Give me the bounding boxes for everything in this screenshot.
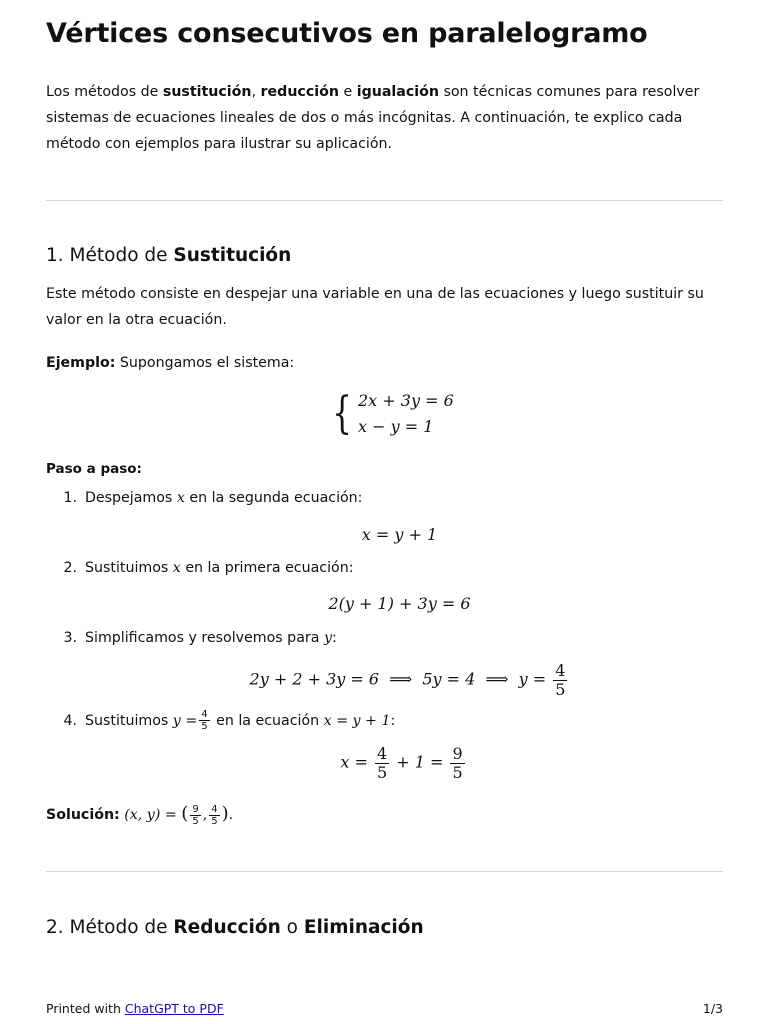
- step-text: Despejamos: [85, 490, 177, 506]
- method-description: Este método consiste en despejar una variable en una de las ecuaciones y luego sustituir su valor en la otra ecuación.: [46, 286, 704, 328]
- example-label: Ejemplo:: [46, 355, 116, 371]
- step-3: [46, 627, 337, 649]
- intro-bold-igualacion: igualación: [356, 84, 439, 100]
- heading-bold: Eliminación: [303, 917, 424, 938]
- step-variable: x: [176, 490, 185, 506]
- left-brace-icon: {: [332, 388, 352, 439]
- step-number: 3.: [63, 630, 77, 646]
- denominator: 5: [211, 815, 218, 827]
- example-text: Supongamos el sistema:: [115, 355, 295, 371]
- equation-text: + 1 =: [396, 752, 444, 772]
- denominator: 5: [555, 679, 566, 699]
- intro-bold-sustitucion: sustitución: [162, 84, 252, 100]
- intro-sep: e: [338, 84, 357, 100]
- step-text: Sustituimos: [85, 560, 173, 576]
- section-heading-reduccion: [46, 917, 424, 938]
- page-footer: [46, 1001, 723, 1016]
- numerator: 9: [452, 744, 463, 763]
- intro-bold-reduccion: reducción: [260, 84, 339, 100]
- footer-text: Printed with: [46, 1001, 125, 1016]
- equation-system: [328, 388, 454, 440]
- denominator: 5: [192, 815, 199, 827]
- equation-text: 2y + 2 + 3y = 6 ⟹ 5y = 4 ⟹ y =: [249, 669, 547, 689]
- chatgpt-to-pdf-link[interactable]: ChatGPT to PDF: [124, 1001, 224, 1016]
- numerator: 4: [555, 661, 566, 680]
- system-equation-1: 2x + 3y = 6: [358, 391, 454, 410]
- step-text: Simplificamos y resolvemos para: [85, 630, 324, 646]
- step-1: [46, 487, 362, 509]
- page-number: 1/3: [702, 1001, 723, 1016]
- fraction: [375, 745, 389, 781]
- solution-math: (x, y) =: [124, 807, 177, 823]
- numerator: 4: [376, 744, 388, 763]
- section-heading-sustitucion: [46, 245, 291, 266]
- solution-fraction-x: [190, 804, 200, 827]
- system-equation-2: x − y = 1: [358, 417, 434, 436]
- inline-math: y =: [172, 712, 198, 729]
- step-number: 4.: [63, 712, 77, 729]
- denominator: 5: [201, 721, 208, 732]
- numerator: 4: [211, 803, 218, 815]
- equation-text: x =: [340, 752, 368, 772]
- intro-paragraph: [46, 79, 723, 157]
- divider: [46, 200, 723, 201]
- inline-fraction: [199, 709, 209, 732]
- numerator: 9: [192, 803, 199, 815]
- example-line: [46, 350, 723, 376]
- step-2: [46, 557, 353, 579]
- heading-bold: Sustitución: [173, 245, 292, 266]
- denominator: 5: [376, 762, 388, 782]
- step-text: en la segunda ecuación:: [184, 490, 363, 506]
- numerator: 4: [201, 709, 208, 720]
- inline-math: x = y + 1: [323, 712, 391, 729]
- solution-label: Solución:: [46, 807, 120, 823]
- heading-prefix: 2. Método de: [46, 917, 174, 938]
- open-paren-icon: (: [181, 803, 189, 824]
- step-3-equation: [46, 662, 763, 698]
- solution-fraction-y: [209, 804, 219, 827]
- step-4: [46, 709, 395, 732]
- step-text: en la primera ecuación:: [180, 560, 354, 576]
- divider: [46, 871, 723, 872]
- step-number: 1.: [63, 490, 77, 506]
- step-2-equation: 2(y + 1) + 3y = 6: [328, 594, 471, 613]
- intro-text: son técnicas comunes para resolver sistemas de ecuaciones lineales de dos o más incógnitas. A continuación, te explico cada método con ejemplos para ilustrar su aplicación.: [46, 84, 700, 152]
- period-icon: .: [228, 807, 234, 823]
- page-title: Vértices consecutivos en paralelogramo: [46, 18, 648, 49]
- step-text: Sustituimos: [85, 712, 173, 729]
- heading-mid: o: [280, 917, 304, 938]
- close-paren-icon: ): [221, 803, 229, 824]
- comma-icon: ,: [202, 807, 208, 823]
- step-text: :: [331, 630, 337, 646]
- fraction: [553, 662, 567, 698]
- denominator: 5: [452, 762, 463, 782]
- fraction: [450, 745, 464, 781]
- step-variable: x: [172, 560, 181, 576]
- intro-sep: ,: [251, 84, 261, 100]
- step-by-step-label: Paso a paso:: [46, 461, 142, 477]
- step-4-equation: [46, 745, 757, 781]
- heading-prefix: 1. Método de: [46, 245, 174, 266]
- step-1-equation: x = y + 1: [361, 525, 438, 544]
- step-text: :: [390, 712, 396, 729]
- step-variable: y: [323, 630, 332, 646]
- heading-bold: Reducción: [173, 917, 281, 938]
- intro-text: Los métodos de: [46, 84, 163, 100]
- solution-line: [46, 801, 723, 828]
- step-text: en la ecuación: [211, 712, 324, 729]
- step-number: 2.: [63, 560, 77, 576]
